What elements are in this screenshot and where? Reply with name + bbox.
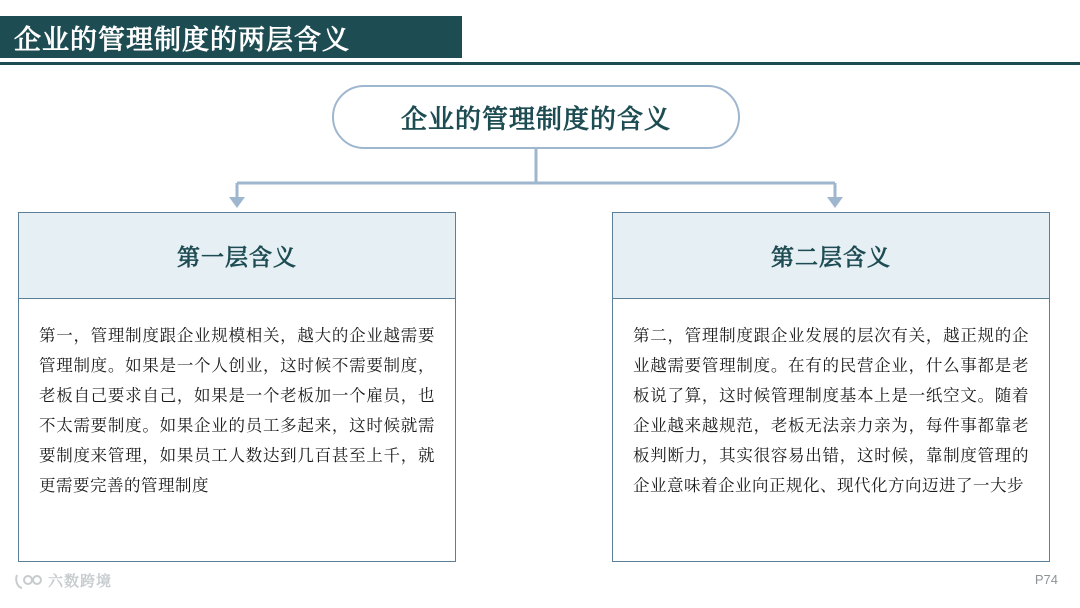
branch-heading-container xyxy=(19,213,455,299)
branch-heading-label: 第二层含义 xyxy=(771,244,891,270)
diagram-root-node xyxy=(332,85,740,149)
diagram-branch-second xyxy=(612,212,1050,562)
footer-logo xyxy=(14,570,112,591)
branch-body-container xyxy=(19,299,455,501)
page-title: 企业的管理制度的两层含义 xyxy=(14,24,350,55)
branch-body-container xyxy=(613,299,1049,501)
branch-body-text: 第二，管理制度跟企业发展的层次有关，越正规的企业越需要管理制度。在有的民营企业，什么事都是老板说了算，这时候管理制度基本上是一纸空文。随着企业越来越规范，老板无法亲力亲为，每件事都靠老板判断力，其实很容易出错，这时候，靠制度管理的企业意味着企业向正规化、现代化方向迈进了一大步 xyxy=(633,326,1029,495)
branch-heading-container xyxy=(613,213,1049,299)
footer-logo-text: 六数跨境 xyxy=(48,573,113,590)
branch-body-text: 第一，管理制度跟企业规模相关，越大的企业越需要管理制度。如果是一个人创业，这时候不需要制度，老板自己要求自己，如果是一个老板加一个雇员，也不太需要制度。如果企业的员工多起来，这时候就需要制度来管理，如果员工人数达到几百甚至上千，就更需要完善的管理制度 xyxy=(39,326,435,495)
page-number: P74 xyxy=(1034,572,1058,587)
branch-heading-label: 第一层含义 xyxy=(177,244,297,270)
header-bar xyxy=(0,16,462,58)
brand-logo-icon xyxy=(14,571,42,591)
diagram-branch-first xyxy=(18,212,456,562)
diagram-root-label: 企业的管理制度的含义 xyxy=(400,103,671,134)
header-divider xyxy=(0,62,1080,65)
